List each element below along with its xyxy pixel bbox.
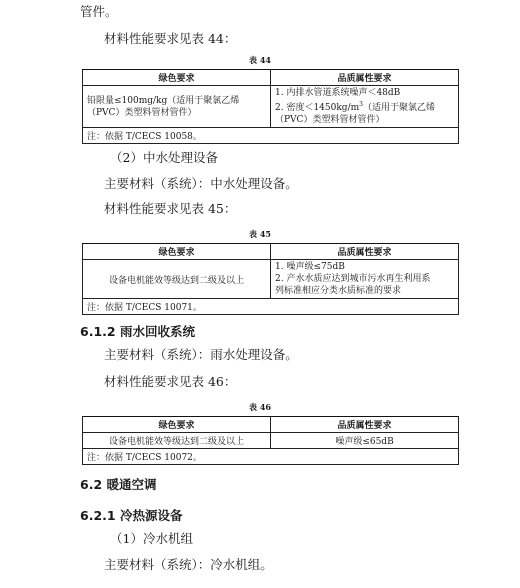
table46-col-quality: 品质属性要求 [271, 417, 459, 433]
table-44 [82, 69, 459, 144]
table-row [83, 128, 459, 144]
table44-caption-wrap [0, 55, 520, 67]
table44-quality-line2-b: （适用于聚氯乙烯 [362, 103, 435, 113]
paragraph-reclaimed-water-equipment: （2）中水处理设备 [110, 150, 218, 165]
table45-quality-line3: 列标准相应分类水质标准的要求 [275, 286, 402, 296]
table-row [83, 86, 459, 128]
table44-col-quality: 品质属性要求 [271, 70, 459, 86]
paragraph-main-material-chiller: 主要材料（系统）：冷水机组。 [104, 557, 273, 572]
table44-green-line1: 铅限量≤100mg/kg（适用于聚氯乙烯 [87, 95, 240, 106]
table45-header-row [83, 244, 459, 260]
table44-green-cell [83, 86, 271, 128]
table44-quality-cell [271, 86, 459, 128]
paragraph-chiller-unit: （1）冷水机组 [110, 531, 193, 546]
table46-green-cell: 设备电机能效等级达到二级及以上 [83, 433, 271, 449]
table46-caption: 表 46 [249, 402, 271, 412]
table44-quality-line2 [275, 99, 454, 114]
table44-quality-line1: 1. 内排水管道系统噪声＜48dB [275, 88, 401, 98]
table45-note: 注：依据 T/CECS 10071。 [83, 299, 459, 315]
table44-green-line2: （PVC）类塑料管材管件） [87, 107, 197, 118]
table-46 [82, 416, 459, 465]
table44-note: 注：依据 T/CECS 10058。 [83, 128, 459, 144]
section-heading-6-1-2: 6.1.2 雨水回收系统 [80, 324, 195, 339]
table44-caption: 表 44 [249, 55, 271, 65]
paragraph-main-material-reclaimed: 主要材料（系统）：中水处理设备。 [104, 176, 298, 191]
section-heading-6-2: 6.2 暖通空调 [80, 477, 157, 492]
paragraph-table45-intro: 材料性能要求见表 45： [104, 201, 237, 216]
section-heading-6-2-1: 6.2.1 冷热源设备 [80, 508, 183, 523]
table45-quality-line2: 2. 产水水质应达到城市污水再生利用系 [275, 274, 431, 284]
table-row [83, 299, 459, 315]
table45-col-green: 绿色要求 [83, 244, 271, 260]
table45-caption-wrap [0, 229, 520, 241]
table46-quality-cell: 噪声级≤65dB [271, 433, 459, 449]
paragraph-table46-intro: 材料性能要求见表 46： [104, 374, 237, 389]
table46-caption-wrap [0, 402, 520, 414]
table46-col-green: 绿色要求 [83, 417, 271, 433]
paragraph-pipe-fittings: 管件。 [80, 4, 118, 19]
table-row [83, 449, 459, 465]
paragraph-main-material-rainwater: 主要材料（系统）：雨水处理设备。 [104, 347, 298, 362]
table44-quality-line2-a: 2. 密度＜1450kg/m [275, 103, 360, 113]
table46-header-row [83, 417, 459, 433]
table45-quality-line1: 1. 噪声级≤75dB [275, 262, 345, 272]
table45-col-quality: 品质属性要求 [271, 244, 459, 260]
table-row [83, 433, 459, 449]
table45-caption: 表 45 [249, 229, 271, 239]
table44-header-row [83, 70, 459, 86]
table45-quality-cell [271, 260, 459, 299]
table-45 [82, 243, 459, 315]
table44-quality-line3: （PVC）类塑料管材管件） [275, 115, 385, 125]
table44-quality-line2-sup: 3 [359, 101, 363, 108]
paragraph-table44-intro: 材料性能要求见表 44： [104, 31, 237, 46]
table46-note: 注：依据 T/CECS 10072。 [83, 449, 459, 465]
table44-col-green: 绿色要求 [83, 70, 271, 86]
table45-green-cell: 设备电机能效等级达到二级及以上 [83, 260, 271, 299]
table-row [83, 260, 459, 299]
